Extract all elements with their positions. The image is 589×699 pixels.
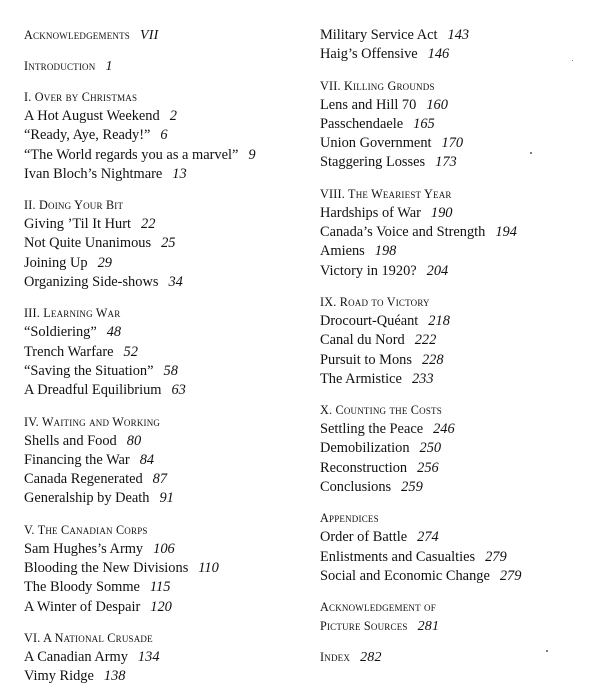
toc-entry — [24, 126, 314, 145]
page-number: 281 — [417, 619, 440, 635]
section-heading-continued — [320, 617, 580, 636]
page-number: 13 — [172, 165, 187, 182]
page-number: 34 — [168, 274, 183, 291]
toc-entry — [320, 331, 580, 350]
page-number: 25 — [161, 235, 176, 252]
toc-section-introduction — [24, 57, 314, 76]
toc-entry — [320, 115, 580, 134]
entry-title: Victory in 1920? — [320, 262, 417, 279]
page-number: 274 — [417, 529, 439, 546]
toc-entry — [320, 204, 580, 223]
entry-title: Joining Up — [24, 254, 88, 271]
toc-entry — [24, 254, 314, 273]
entry-title: The Bloody Somme — [24, 579, 140, 596]
page-number: 233 — [411, 370, 434, 387]
toc-entry — [24, 598, 314, 617]
entry-title: Not Quite Unanimous — [24, 235, 152, 252]
page-number: 279 — [485, 548, 507, 565]
chapter-title: IV. Waiting and Working — [24, 414, 161, 429]
toc-entry — [24, 343, 314, 362]
page-number: 22 — [141, 216, 156, 233]
page-number: 198 — [374, 243, 397, 260]
section-title: Picture Sources — [320, 619, 408, 634]
toc-entry — [24, 470, 314, 489]
page-number: 63 — [171, 382, 186, 399]
chapter-title: VIII. The Weariest Year — [320, 186, 452, 201]
toc-entry — [24, 559, 314, 578]
page-number: 2 — [169, 108, 177, 124]
entry-title: “Saving the Situation” — [24, 362, 154, 379]
toc-entry — [320, 459, 580, 478]
page-number: 282 — [360, 650, 382, 666]
page-number: 48 — [106, 324, 122, 341]
page-number: 204 — [426, 262, 449, 279]
section-heading — [24, 26, 314, 45]
page-number: 138 — [103, 668, 126, 685]
page-number: 279 — [499, 567, 522, 584]
chapter-heading — [24, 196, 314, 215]
section-title: Acknowledgements — [24, 28, 130, 42]
entry-title: A Hot August Weekend — [24, 108, 160, 124]
section-title: Appendices — [320, 511, 379, 526]
toc-chapter-6 — [24, 629, 314, 687]
chapter-heading — [320, 401, 580, 420]
entry-title: “Soldiering” — [24, 324, 97, 341]
entry-title: Giving ’Til It Hurt — [24, 216, 132, 233]
toc-entry — [24, 215, 314, 234]
entry-title: “The World regards you as a marvel” — [24, 146, 239, 163]
toc-appendices — [320, 509, 580, 586]
section-heading — [320, 648, 580, 667]
entry-title: Amiens — [320, 243, 365, 260]
toc-entry — [24, 451, 314, 470]
toc-entry — [320, 26, 580, 45]
chapter-heading — [24, 629, 314, 648]
chapter-heading — [320, 185, 580, 204]
entry-title: Sam Hughes’s Army — [24, 540, 144, 557]
entry-title: Order of Battle — [320, 529, 408, 546]
page-number: 87 — [152, 471, 168, 488]
page-number: 143 — [447, 27, 470, 43]
chapter-title: V. The Canadian Corps — [24, 522, 148, 537]
entry-title: Conclusions — [320, 479, 392, 496]
toc-entry — [24, 578, 314, 597]
entry-title: Canada Regenerated — [24, 471, 143, 488]
entry-title: Enlistments and Casualties — [320, 548, 476, 565]
entry-title: Demobilization — [320, 440, 410, 457]
entry-title: Vimy Ridge — [24, 668, 94, 685]
entry-title: A Canadian Army — [24, 648, 128, 665]
chapter-heading — [24, 413, 314, 432]
toc-entry — [320, 262, 580, 281]
page-number: 6 — [160, 127, 168, 144]
page-number: 222 — [414, 332, 437, 349]
toc-entry — [24, 107, 314, 126]
toc-entry — [24, 234, 314, 253]
toc-entry — [320, 420, 580, 439]
page-number: 228 — [421, 351, 444, 368]
chapter-title: IX. Road to Victory — [320, 294, 430, 309]
toc-entry — [320, 439, 580, 458]
page-number: 1 — [105, 59, 113, 74]
toc-left-column — [24, 26, 314, 699]
toc-entry — [24, 273, 314, 292]
section-heading — [24, 57, 314, 76]
toc-entry — [320, 528, 580, 547]
page-number: 134 — [137, 648, 160, 665]
toc-entry — [24, 362, 314, 381]
toc-entry — [320, 370, 580, 389]
section-title: Introduction — [24, 59, 96, 73]
page-number: 250 — [419, 440, 442, 457]
entry-title: Hardships of War — [320, 204, 421, 221]
chapter-title: III. Learning War — [24, 306, 121, 321]
page-number: 120 — [150, 598, 172, 615]
toc-entry — [320, 134, 580, 153]
chapter-heading — [320, 77, 580, 96]
chapter-heading — [24, 521, 314, 540]
section-heading — [320, 598, 580, 617]
chapter-title: I. Over by Christmas — [24, 90, 138, 104]
entry-title: Lens and Hill 70 — [320, 96, 417, 113]
page-number: 110 — [198, 560, 219, 577]
chapter-title: VII. Killing Grounds — [320, 78, 435, 93]
toc-entry — [320, 45, 580, 64]
toc-chapter-7 — [320, 77, 580, 173]
chapter-heading — [24, 88, 314, 107]
page-number: 115 — [149, 579, 171, 596]
toc-entry — [320, 478, 580, 497]
page-number: 256 — [417, 459, 439, 476]
page-number: 218 — [428, 312, 450, 329]
section-heading — [320, 509, 580, 528]
toc-entry — [320, 548, 580, 567]
entry-title: Union Government — [320, 135, 432, 152]
toc-entry — [320, 153, 580, 172]
toc-entry — [24, 489, 314, 508]
entry-title: A Winter of Despair — [24, 598, 141, 615]
entry-title: Haig’s Offensive — [320, 46, 418, 63]
entry-title: Trench Warfare — [24, 343, 114, 360]
entry-title: Military Service Act — [320, 27, 438, 43]
page-number: 246 — [433, 421, 455, 438]
page-number: 194 — [495, 224, 517, 241]
toc-entry — [24, 667, 314, 686]
entry-title: Ivan Bloch’s Nightmare — [24, 165, 163, 182]
page-number: 58 — [163, 362, 178, 379]
page-number: 190 — [430, 204, 453, 221]
toc-entry — [24, 146, 314, 165]
toc-entry — [320, 312, 580, 331]
toc-chapter-10 — [320, 401, 580, 497]
entry-title: Shells and Food — [24, 432, 117, 449]
toc-entry — [320, 223, 580, 242]
toc-entry — [24, 540, 314, 559]
entry-title: Blooding the New Divisions — [24, 560, 189, 577]
entry-title: Passchendaele — [320, 115, 404, 132]
toc-right-column — [320, 26, 580, 679]
entry-title: Staggering Losses — [320, 154, 426, 171]
section-title: Index — [320, 650, 351, 665]
page-number: 173 — [435, 154, 457, 171]
toc-entry — [24, 165, 314, 184]
entry-title: Social and Economic Change — [320, 567, 490, 584]
entry-title: Drocourt-Quéant — [320, 312, 419, 329]
toc-chapter-9 — [320, 293, 580, 389]
page-number: 84 — [139, 451, 155, 468]
chapter-title: II. Doing Your Bit — [24, 198, 124, 213]
toc-index — [320, 648, 580, 667]
entry-title: The Armistice — [320, 370, 402, 387]
toc-chapter-5 — [24, 521, 314, 617]
page-number: 9 — [248, 146, 256, 163]
chapter-title: X. Counting the Costs — [320, 403, 442, 418]
toc-entry — [320, 242, 580, 261]
scan-speck — [530, 152, 532, 154]
entry-title: Canada’s Voice and Strength — [320, 224, 486, 241]
toc-chapter-2 — [24, 196, 314, 292]
entry-title: Canal du Nord — [320, 332, 405, 349]
toc-entry — [24, 323, 314, 342]
toc-section-acknowledgements — [24, 26, 314, 45]
chapter-heading — [320, 293, 580, 312]
scan-speck — [546, 650, 548, 652]
chapter-heading — [24, 304, 314, 323]
page-number: VII — [140, 28, 159, 43]
entry-title: “Ready, Aye, Ready!” — [24, 127, 151, 144]
toc-chapter-1 — [24, 88, 314, 184]
page-number: 165 — [413, 115, 435, 132]
page-number: 106 — [153, 540, 175, 557]
entry-title: Pursuit to Mons — [320, 351, 412, 368]
entry-title: A Dreadful Equilibrium — [24, 382, 162, 399]
toc-entry — [320, 351, 580, 370]
page-number: 259 — [401, 479, 423, 496]
page-number: 80 — [126, 432, 142, 449]
toc-chapter-4 — [24, 413, 314, 509]
page-number: 52 — [123, 343, 138, 360]
entry-title: Reconstruction — [320, 459, 408, 476]
toc-picture-sources — [320, 598, 580, 636]
page-number: 29 — [97, 254, 112, 271]
page-number: 146 — [427, 46, 450, 63]
page-number: 170 — [441, 135, 464, 152]
scan-speck — [572, 60, 573, 61]
toc-entry — [320, 567, 580, 586]
page-number: 160 — [426, 96, 448, 113]
chapter-title: VI. A National Crusade — [24, 630, 153, 645]
entry-title: Settling the Peace — [320, 421, 424, 438]
entry-title: Generalship by Death — [24, 490, 150, 507]
toc-entry — [24, 648, 314, 667]
toc-chapter-8 — [320, 185, 580, 281]
toc-entry — [24, 381, 314, 400]
toc-chapter-6-continued — [320, 26, 580, 65]
toc-chapter-3 — [24, 304, 314, 400]
toc-entry — [24, 432, 314, 451]
page-number: 91 — [159, 490, 174, 507]
toc-entry — [320, 96, 580, 115]
section-title: Acknowledgement of — [320, 600, 436, 615]
entry-title: Organizing Side-shows — [24, 274, 159, 291]
entry-title: Financing the War — [24, 451, 130, 468]
